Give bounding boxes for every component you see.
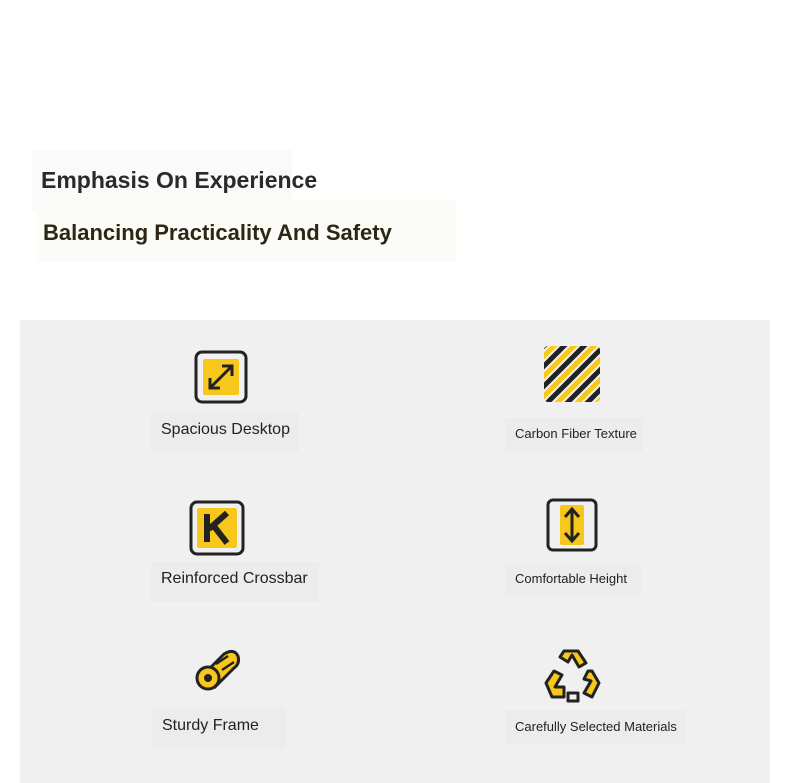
section-title: Emphasis On Experience xyxy=(41,167,318,193)
feature-label-carbon-fiber-texture: Carbon Fiber Texture xyxy=(515,426,637,441)
feature-label-carefully-selected-materials: Carefully Selected Materials xyxy=(515,719,677,734)
section-subtitle: Balancing Practicality And Safety xyxy=(43,220,392,245)
feature-label-comfortable-height: Comfortable Height xyxy=(515,571,627,586)
feature-label-reinforced-crossbar: Reinforced Crossbar xyxy=(161,570,308,587)
vertical-height-icon xyxy=(546,498,598,552)
recycle-icon xyxy=(542,647,602,705)
feature-label-sturdy-frame: Sturdy Frame xyxy=(162,717,259,734)
frame-log-icon xyxy=(194,646,242,694)
expand-diagonal-icon xyxy=(194,350,248,404)
carbon-fiber-stripes-icon xyxy=(544,346,600,402)
k-crossbar-icon xyxy=(189,500,245,556)
feature-label-spacious-desktop: Spacious Desktop xyxy=(161,421,290,438)
